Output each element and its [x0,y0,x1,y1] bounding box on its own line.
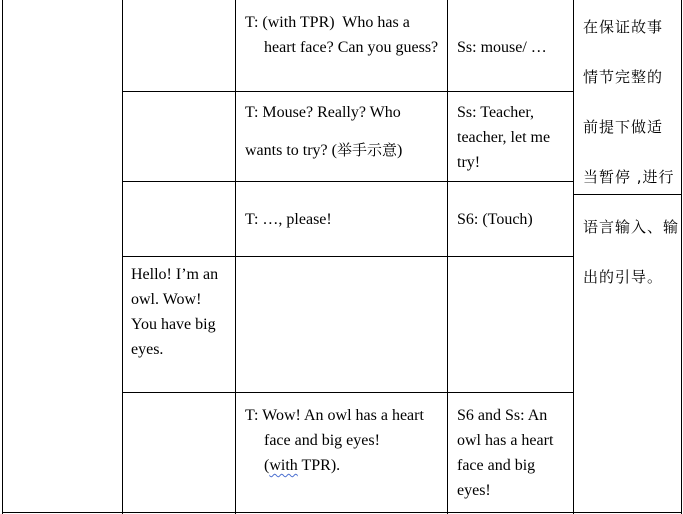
row2-teacher-cell [245,100,445,163]
row-divider-3 [122,256,574,257]
row5-teacher-cell [245,403,445,478]
design-note-line: 当暂停 ,进行 [583,168,675,186]
row5-with-word: with [269,457,298,474]
row3-student-cell [457,207,571,232]
row1-student-cell [457,35,571,60]
table-border-bottom [2,512,682,513]
row3-student-line: S6: (Touch) [457,211,533,228]
row3-teacher-cell [245,207,445,232]
column-divider-3 [447,0,448,514]
row4-story-cell [131,262,221,362]
row2-teacher-line-a: T: Mouse? Really? Who [245,104,401,121]
design-note-line: 情节完整的 [583,68,664,86]
design-notes-cell [583,2,681,302]
design-note-line: 语言输入、输 [583,218,680,236]
design-note-line: 出的引导。 [583,268,664,286]
row5-student-line: S6 and Ss: An owl has a heart face and big eyes! [457,407,558,499]
row4-story-line: Hello! I’m an owl. Wow! You have big eyes. [131,266,223,358]
row2-student-cell [457,100,569,175]
row2-student-line: Ss: Teacher, teacher, let me try! [457,104,555,171]
row1-teacher-cell [245,10,445,60]
column-divider-2 [235,0,236,514]
column-divider-4 [573,0,574,514]
row2-teacher-gesture: 举手示意 [336,141,397,159]
table-border-left [2,0,3,514]
row2-teacher-text: wants to try? ( [245,142,337,159]
table-border-right [681,0,682,514]
column-divider-1 [122,0,123,514]
row2-teacher-line-b [245,138,445,163]
row-divider-1 [122,91,574,92]
row-divider-4 [122,392,574,393]
row3-teacher-line: T: …, please! [245,211,332,228]
design-note-line: 前提下做适 [583,118,664,136]
row1-student-line: Ss: mouse/ … [457,39,547,56]
row5-paren-rest: TPR). [297,457,341,474]
row5-teacher-line: T: Wow! An owl has a heart face and big eyes! [245,407,428,449]
row2-teacher-close: ) [397,142,403,159]
row5-paren-open: ( [264,457,270,474]
row1-teacher-line: T: (with TPR) Who has a heart face? Can you guess? [245,14,439,56]
row5-student-cell [457,403,569,503]
design-note-line: 在保证故事 [583,18,664,36]
row5-teacher-tpr [245,453,445,478]
row-divider-2 [122,181,574,182]
